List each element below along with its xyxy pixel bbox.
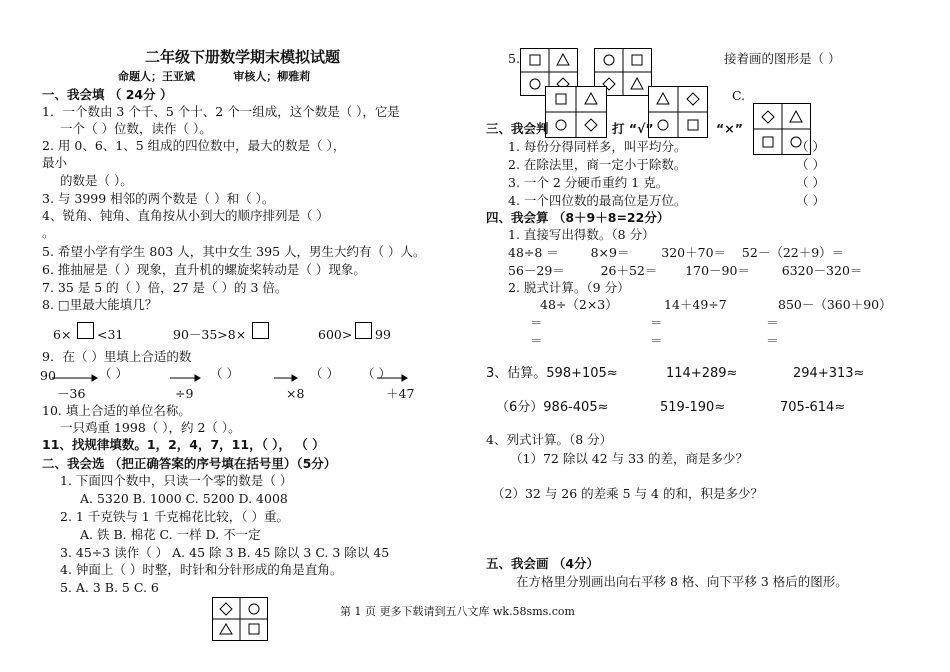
judge-2: 2. 在除法里，商一定小于除数。 (508, 157, 687, 172)
q8-part-c-left: 600> (318, 327, 353, 342)
q8-answer-box-b[interactable] (252, 322, 269, 339)
choice-3: 3. 45÷3 读作（ ） A. 45 除 3 B. 45 除以 3 C. 3 除以 45 (60, 545, 390, 560)
r5-question: 接着画的图形是（ ） (724, 51, 841, 66)
question-2-line-2: 最小 (42, 155, 68, 170)
choice-1: 1. 下面四个数中，只读一个零的数是（ ） (60, 473, 293, 488)
question-2-line-3: 的数是（ ）。 (60, 173, 133, 188)
q9-start-value: 90 (40, 368, 56, 383)
judge-1-blank[interactable]: （ ） (796, 139, 825, 154)
grid-figure-bottom (212, 597, 268, 641)
q8-part-a-right: <31 (97, 327, 124, 342)
equals-sign: ＝ (650, 315, 663, 330)
estimate-row-1-b: 114+289≈ (666, 366, 738, 381)
question-6: 6. 推抽屉是（ ）现象，直升机的螺旋桨转动是（ ）现象。 (42, 262, 366, 277)
q9-operation-2: ÷9 (175, 386, 194, 401)
question-1-line-2: 一个（ ）位数，读作（ ）。 (60, 121, 212, 136)
section-2-heading: 二、我会选 （把正确答案的序号填在括号里）（5分） (42, 456, 337, 471)
page-footer: 第 1 页 更多下载请到五八文库 wk.58sms.com (340, 605, 575, 618)
section-1-heading: 一、我会填 （ 24分 ） (42, 87, 173, 102)
question-10-line-2: 一只鸡重 1998（ ），约 2（ ）。 (60, 420, 241, 435)
judge-1: 1. 每份分得同样多，叫平均分。 (508, 139, 687, 154)
question-3: 3. 与 3999 相邻的两个数是（ ）和（ ）。 (42, 191, 275, 206)
estimate-row-2-a: （6分）986-405≈ (496, 400, 609, 415)
calc-4-title: 4、列式计算。（8 分） (486, 432, 613, 447)
calc-4-question-2: （2）32 与 26 的差乘 5 与 4 的和，积是多少？ (492, 486, 763, 501)
q9-operation-4: ＋47 (386, 386, 415, 401)
question-2-line-1: 2. 用 0、6、1、5 组成的四位数中，最大的数是（ ）， (42, 138, 346, 153)
question-7: 7. 35 是 5 的（ ）倍，27 是（ ）的 3 倍。 (42, 280, 288, 295)
section-3-heading-x: “×” (716, 121, 743, 136)
q9-blank-1[interactable]: （ ） (99, 366, 128, 381)
estimate-row-2-b: 519-190≈ (660, 400, 726, 415)
question-4-line-1: 4、锐角、钝角、直角按从小到大的顺序排列是（ ） (42, 208, 329, 223)
question-11: 11、找规律填数。1，2，4，7，11，（ ）， （ ） (42, 437, 325, 452)
judge-2-blank[interactable]: （ ） (796, 157, 825, 172)
section-3-heading-tail: 打 “√” (612, 121, 654, 136)
estimate-row-1-a: 3、估算。598+105≈ (486, 366, 618, 381)
choice-5: 5. A. 3 B. 5 C. 6 (60, 580, 159, 595)
calc-1-row-2: 56－29＝ 26＋52＝ 170－90＝ 6320－320＝ (508, 263, 863, 278)
choice-4: 4. 钟面上（ ）时整，时针和分针形成的角是直角。 (60, 562, 343, 577)
q8-part-c-right: 99 (375, 327, 391, 342)
r5-label: 5. (508, 51, 520, 66)
equals-sign: ＝ (650, 333, 663, 348)
q8-answer-box-c[interactable] (355, 322, 372, 339)
choice-2: 2. 1 千克铁与 1 千克棉花比较，（ ）重。 (60, 509, 289, 524)
q9-operation-1: －36 (57, 386, 86, 401)
section-4-heading: 四、我会算 （8＋9＋8=22分） (486, 210, 670, 225)
page-title: 二年级下册数学期末模拟试题 (145, 48, 341, 66)
calc-2-expr-a: 48÷（2×3） (540, 297, 618, 312)
answer-option-b-figure (648, 86, 708, 138)
q9-blank-4[interactable]: （ ） (362, 366, 391, 381)
question-8: 8. □里最大能填几？ (42, 297, 158, 312)
section-3-heading: 三、我会判 (486, 121, 549, 136)
calc-4-question-1: （1）72 除以 42 与 33 的差，商是多少？ (510, 451, 749, 466)
equals-sign: ＝ (766, 315, 779, 330)
equals-sign: ＝ (530, 315, 543, 330)
calc-1-row-1: 48÷8 ＝ 8×9＝ 320＋70＝ 52－（22＋9）＝ (508, 245, 845, 260)
judge-3: 3. 一个 2 分硬币重约 1 克。 (508, 175, 669, 190)
estimate-row-1-c: 294+313≈ (793, 366, 865, 381)
q9-operation-3: ×8 (286, 386, 305, 401)
q8-part-a-left: 6× (53, 327, 72, 342)
question-9: 9．在（ ）里填上合适的数 (42, 349, 192, 364)
question-1-line-1: 1．一个数由 3 个千、5 个十、2 个一组成，这个数是（ ），它是 (42, 104, 400, 119)
q9-blank-3[interactable]: （ ） (310, 366, 339, 381)
choice-1-options: A. 5320 B. 1000 C. 5200 D. 4008 (80, 491, 288, 506)
q8-part-b: 90－35>8× (173, 327, 247, 342)
answer-option-a-figure (545, 86, 607, 138)
judge-4: 4. 一个四位数的最高位是万位。 (508, 193, 687, 208)
choice-2-options: A. 铁 B. 棉花 C. 一样 D. 不一定 (80, 527, 261, 542)
calc-2-title: 2. 脱式计算。（9 分） (508, 280, 630, 295)
calc-2-expr-b: 14＋49÷7 (664, 297, 727, 312)
judge-3-blank[interactable]: （ ） (796, 175, 825, 190)
estimate-row-2-c: 705-614≈ (780, 400, 846, 415)
question-5: 5. 希望小学有学生 803 人，其中女生 395 人，男生大约有（ ）人。 (42, 244, 426, 259)
authors-line: 命题人；王亚斌 审核人；柳雅莉 (118, 70, 311, 83)
judge-4-blank[interactable]: （ ） (796, 193, 825, 208)
section-5-instruction: 在方格里分别画出向右平移 8 格、向下平移 3 格后的图形。 (516, 574, 848, 589)
q9-blank-2[interactable]: （ ） (210, 366, 239, 381)
question-10-line-1: 10. 填上合适的单位名称。 (42, 403, 191, 418)
calc-2-expr-c: 850－（360＋90） (778, 297, 892, 312)
equals-sign: ＝ (530, 333, 543, 348)
equals-sign: ＝ (766, 333, 779, 348)
calc-1-title: 1. 直接写出得数。（8 分） (508, 227, 655, 242)
section-5-heading: 五、我会画 （4分） (486, 556, 600, 571)
q8-answer-box-a[interactable] (77, 322, 94, 339)
answer-option-c-label: C. (732, 88, 746, 103)
question-4-line-2: 。 (42, 225, 55, 240)
